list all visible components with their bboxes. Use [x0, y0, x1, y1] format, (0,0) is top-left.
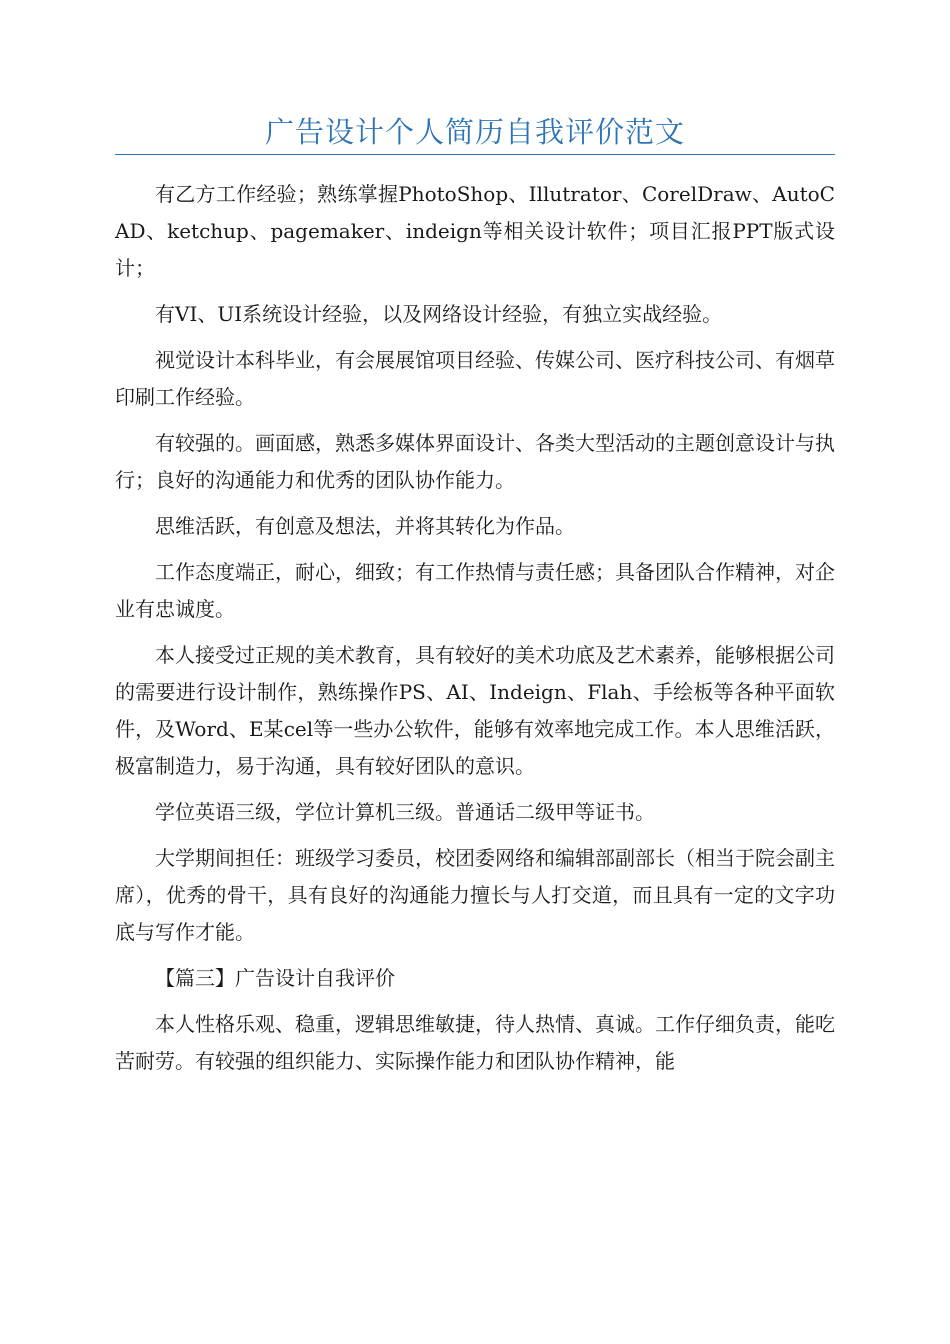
- paragraph-1: 有乙方工作经验；熟练掌握PhotoShop、Illutrator、CorelDraw、AutoCAD、ketchup、pagemaker、indeign等相关设计软件；项目汇报PPT版式设计；: [115, 182, 835, 280]
- paragraph-9: 大学期间担任：班级学习委员，校团委网络和编辑部副部长（相当于院会副主席），优秀的骨干，具有良好的沟通能力擅长与人打交道，而且具有一定的文字功底与写作才能。: [115, 846, 835, 944]
- paragraph-7: 本人接受过正规的美术教育，具有较好的美术功底及艺术素养，能够根据公司的需要进行设计制作，熟练操作PS、AI、Indeign、Flah、手绘板等各种平面软件，及Word、E某cel等一些办公软件，能够有效率地完成工作。本人思维活跃，极富制造力，易于沟通，具有较好团队的意识。: [115, 643, 835, 778]
- paragraph-10: 本人性格乐观、稳重，逻辑思维敏捷，待人热情、真诚。工作仔细负责，能吃苦耐劳。有较强的组织能力、实际操作能力和团队协作精神，能: [115, 1012, 835, 1073]
- paragraph-8: 学位英语三级，学位计算机三级。普通话二级甲等证书。: [155, 800, 655, 824]
- paragraph-4: 有较强的。画面感，熟悉多媒体界面设计、各类大型活动的主题创意设计与执行；良好的沟通能力和优秀的团队协作能力。: [115, 431, 835, 492]
- paragraph-3: 视觉设计本科毕业，有会展展馆项目经验、传媒公司、医疗科技公司、有烟草印刷工作经验。: [115, 348, 835, 409]
- title-underline: [115, 154, 835, 155]
- paragraph-6: 工作态度端正，耐心，细致；有工作热情与责任感；具备团队合作精神，对企业有忠诚度。: [115, 560, 835, 621]
- paragraph-5: 思维活跃，有创意及想法，并将其转化为作品。: [155, 514, 575, 538]
- page-title: 广告设计个人简历自我评价范文: [264, 115, 685, 149]
- paragraph-2: 有VI、UI系统设计经验，以及网络设计经验，有独立实战经验。: [155, 302, 723, 326]
- document-body: [115, 176, 835, 1089]
- section-heading: 【篇三】广告设计自我评价: [155, 966, 395, 990]
